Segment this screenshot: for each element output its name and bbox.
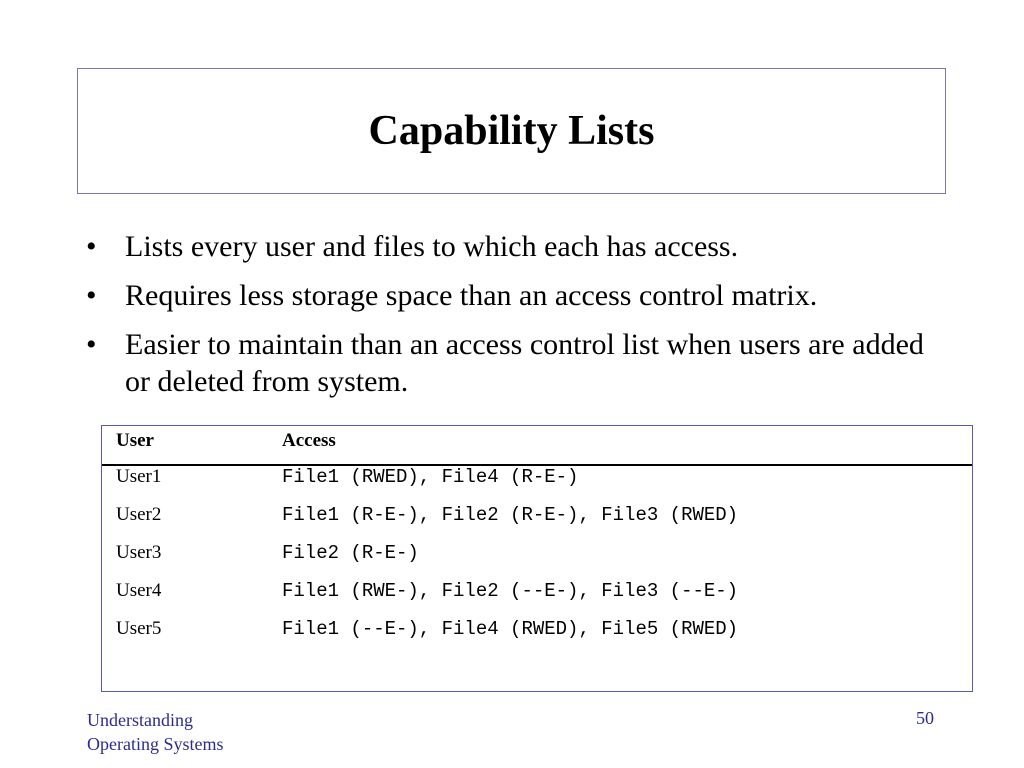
access-cell: File1 (RWE-), File2 (--E-), File3 (--E-) bbox=[282, 580, 739, 602]
bullet-item bbox=[86, 228, 946, 265]
user-cell: User4 bbox=[116, 580, 162, 601]
bullet-item bbox=[86, 326, 946, 400]
bullet-text: Lists every user and files to which each has access. bbox=[125, 230, 739, 263]
bullet-dot-icon: • bbox=[86, 279, 97, 312]
table-header bbox=[102, 426, 972, 466]
access-cell: File1 (--E-), File4 (RWED), File5 (RWED) bbox=[282, 618, 739, 640]
access-cell: File1 (R-E-), File2 (R-E-), File3 (RWED) bbox=[282, 504, 739, 526]
footer-line-1: Understanding bbox=[87, 710, 193, 730]
user-cell: User1 bbox=[116, 466, 162, 487]
capability-table bbox=[101, 425, 973, 692]
title-box bbox=[77, 68, 946, 194]
bullet-text: Easier to maintain than an access control list when users are added or deleted from system. bbox=[125, 328, 924, 398]
user-cell: User5 bbox=[116, 618, 162, 639]
page-number: 50 bbox=[916, 708, 934, 728]
table-row bbox=[102, 504, 972, 542]
access-cell: File1 (RWED), File4 (R-E-) bbox=[282, 466, 579, 488]
header-access: Access bbox=[282, 430, 336, 451]
slide-title: Capability Lists bbox=[368, 108, 655, 154]
bullet-dot-icon: • bbox=[86, 230, 97, 263]
user-cell: User3 bbox=[116, 542, 162, 563]
access-cell: File2 (R-E-) bbox=[282, 542, 419, 564]
bullet-list bbox=[86, 228, 946, 412]
table-row bbox=[102, 466, 972, 504]
header-user: User bbox=[116, 430, 154, 451]
table-row bbox=[102, 618, 972, 656]
bullet-text: Requires less storage space than an access control matrix. bbox=[125, 279, 818, 312]
bullet-item bbox=[86, 277, 946, 314]
user-cell: User2 bbox=[116, 504, 162, 525]
table-row bbox=[102, 542, 972, 580]
bullet-dot-icon: • bbox=[86, 328, 97, 361]
footer-line-2: Operating Systems bbox=[87, 734, 224, 754]
footer-course-title bbox=[87, 708, 224, 756]
table-row bbox=[102, 580, 972, 618]
